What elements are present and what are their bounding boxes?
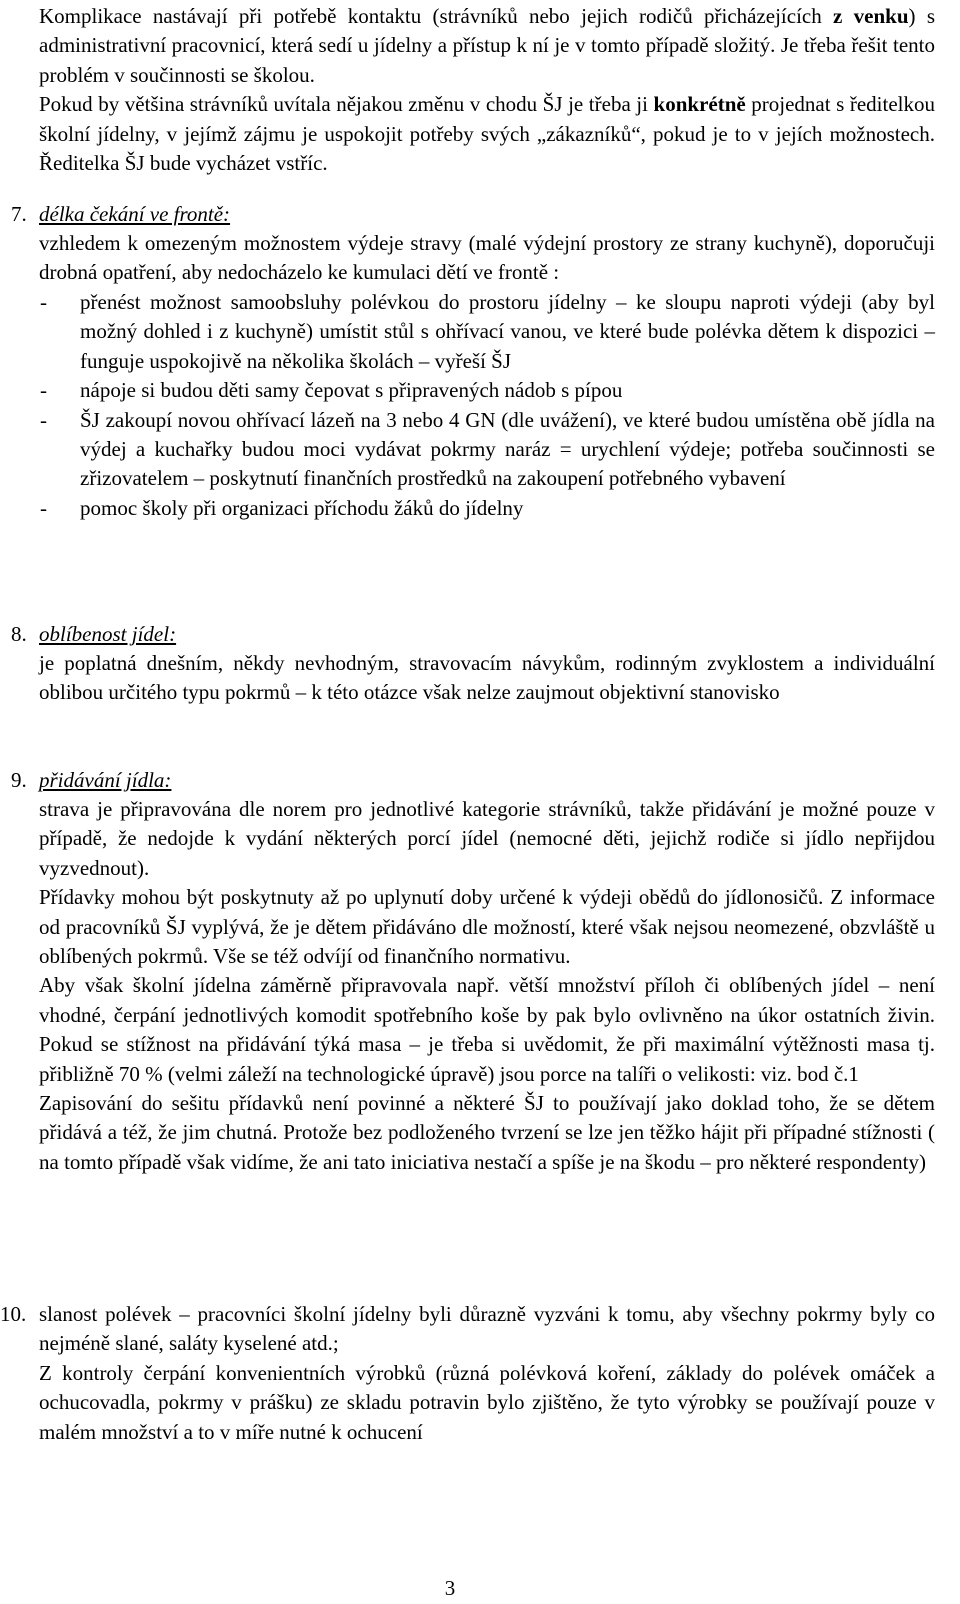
list-item: - pomoc školy při organizaci příchodu žáků do jídelny xyxy=(40,495,524,520)
section-number: 10. xyxy=(0,1302,27,1326)
section-heading: oblíbenost jídel: xyxy=(39,622,177,646)
page-number: 3 xyxy=(444,1576,456,1600)
section-7-list xyxy=(0,288,935,523)
paragraph: slanost polévek – pracovníci školní jídelny byli důrazně vyzváni k tomu, aby všechny pokrmy byly co nejméně slané, saláty kyselené atd.; xyxy=(39,1302,935,1356)
paragraph: Zapisování do sešitu přídavků není povinné a některé ŠJ to používají jako doklad toho, že se dětem přidává a též, že jim chutná. Protože bez podloženého tvrzení se lze jen těžko hájit při případné stížnosti ( na tomto případě však vidíme, že ani tato iniciativa nestačí a spíše je na škodu – pro některé respondenty) xyxy=(39,1091,935,1174)
paragraph: Aby však školní jídelna záměrně připravovala např. větší množství příloh či oblíbených jídel – není vhodné, čerpání jednotlivých komodit spotřebního koše by pak bylo ovlivněno na úkor ostatních živin. Pokud se stížnost na přidávání týká masa – je třeba si uvědomit, že při maximální výtěžnosti masa tj. přibližně 70 % (velmi záleží na technologické úpravě) jsou porce na talíři o velikosti: viz. bod č.1 xyxy=(39,973,935,1086)
section-number: 7. xyxy=(11,202,27,226)
list-item: - ŠJ zakoupí novou ohřívací lázeň na 3 nebo 4 GN (dle uvážení), ve které budou umístěna obě jídla na výdej a kuchařky budou moci vydávat pokrmy naráz = urychlení výdeje; potřeba součinnosti se zřizovatelem – poskytnutí finančních prostředků na zakoupení potřebného vybavení xyxy=(40,407,935,491)
intro-paragraph-2: Pokud by většina strávníků uvítala nějakou změnu v chodu ŠJ je třeba ji konkrétně projednat s ředitelkou školní jídelny, v jejímž zájmu je uspokojit potřeby svých „zákazníků“, pokud je to v jejích možnostech. Ředitelka ŠJ bude vycházet vstříc. xyxy=(39,92,935,176)
paragraph: Přídavky mohou být poskytnuty až po uplynutí doby určené k výdeji obědů do jídlonosičů. Z informace od pracovníků ŠJ vyplývá, že je dětem přidáváno dle možností, které však nejsou neomezené, obzvláště u oblíbených pokrmů. Vše se též odvíjí od finančního normativu. xyxy=(39,885,935,969)
list-item: - nápoje si budou děti samy čepovat s připravených nádob s pípou xyxy=(40,378,623,403)
intro-paragraph-1: Komplikace nastávají při potřebě kontaktu (strávníků nebo jejich rodičů přicházejících z venku) s administrativní pracovnicí, která sedí u jídelny a přístup k ní je v tomto případě složitý. Je třeba řešit tento problém v součinnosti se školou. xyxy=(39,4,936,87)
intro-block xyxy=(39,2,935,178)
bold-word: konkrétně xyxy=(653,92,746,117)
section-number: 9. xyxy=(11,768,27,792)
section-8-body: je poplatná dnešním, někdy nevhodným, stravovacím návykům, rodinným zvyklostem a individuální oblibou určitého typu pokrmů – k této otázce však nelze zaujmout objektivní stanovisko xyxy=(39,651,935,705)
section-heading: délka čekání ve frontě: xyxy=(39,202,231,226)
section-heading: přidávání jídla: xyxy=(39,768,172,792)
section-7-intro: vzhledem k omezeným možnostem výdeje stravy (malé výdejní prostory ze strany kuchyně), doporučuji drobná opatření, aby nedocházelo ke kumulaci dětí ve frontě : xyxy=(39,231,935,285)
section-9-body xyxy=(39,795,935,1177)
paragraph: Z kontroly čerpání konvenientních výrobků (různá polévková koření, základy do polévek omáček a ochucovadla, pokrmy v prášku) ze skladu potravin bylo zjištěno, že tyto výrobky se používají pouze v malém množství a to v míře nutné k ochucení xyxy=(39,1360,935,1444)
paragraph: strava je připravována dle norem pro jednotlivé kategorie strávníků, takže přidávání je možné pouze v případě, že nedojde k vydání některých porcí jídel (nemocné děti, jejichž rodiče si jídlo nepřijdou vyzvednout). xyxy=(39,797,935,880)
section-10-body xyxy=(39,1300,935,1447)
section-number: 8. xyxy=(11,622,27,646)
bold-phrase: z venku xyxy=(833,4,909,28)
list-item: - přenést možnost samoobsluhy polévkou do prostoru jídelny – ke sloupu naproti výdeji (aby byl možný dohled i z kuchyně) umístit stůl s ohřívací vanou, ve které bude polévka dětem k dispozici – funguje uspokojivě na několika školách – vyřeší ŠJ xyxy=(40,290,935,373)
